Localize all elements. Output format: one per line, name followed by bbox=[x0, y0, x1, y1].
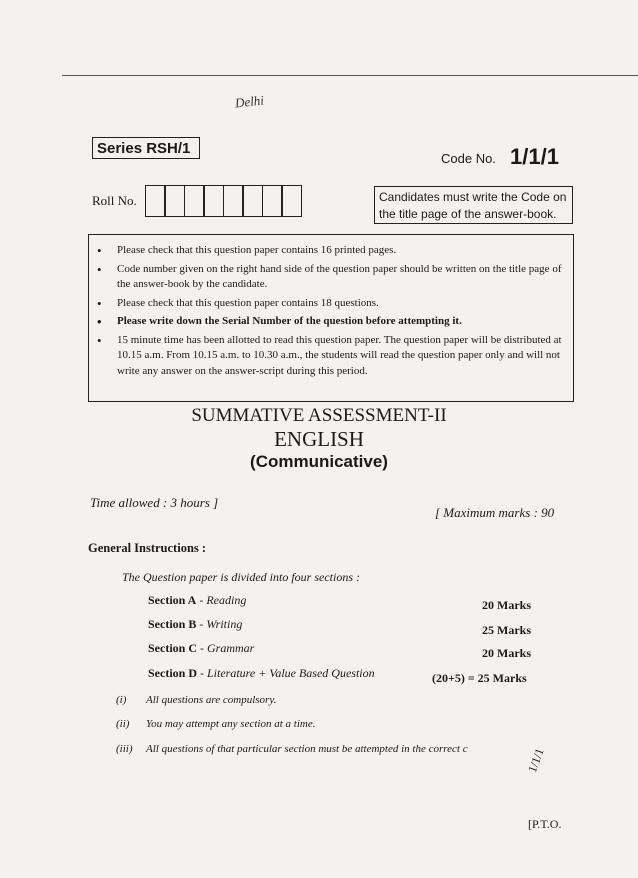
sections-intro: The Question paper is divided into four sections : bbox=[122, 570, 360, 584]
roll-number-box bbox=[145, 185, 166, 217]
note-item bbox=[116, 718, 316, 730]
section-name: Section A bbox=[148, 593, 197, 607]
section-row bbox=[148, 641, 254, 656]
instruction-text: 15 minute time has been allotted to read this question paper. The question paper will be distributed at 10.15 a.m. From 10.15 a.m. to 10.30 a.m., the students will read the question paper only and will not write any answer on the answer-script during this period. bbox=[117, 333, 562, 377]
section-desc: - Literature + Value Based Question bbox=[200, 666, 375, 680]
side-code-stamp: 1/1/1 bbox=[525, 746, 547, 775]
section-desc: - Reading bbox=[199, 593, 247, 607]
roll-number-label: Roll No. bbox=[92, 193, 137, 208]
roll-number-box bbox=[262, 185, 283, 217]
note-item bbox=[116, 694, 277, 706]
section-name: Section B bbox=[148, 617, 197, 631]
note-number: (ii) bbox=[116, 718, 130, 730]
roll-number-box bbox=[203, 185, 224, 217]
note-item bbox=[116, 743, 468, 755]
roll-number-box bbox=[164, 185, 185, 217]
instruction-text: Please check that this question paper contains 18 questions. bbox=[117, 296, 379, 309]
section-marks: 25 Marks bbox=[482, 623, 531, 637]
note-number: (iii) bbox=[116, 743, 133, 755]
section-marks: 20 Marks bbox=[482, 646, 531, 660]
roll-number-box bbox=[223, 185, 244, 217]
title-assessment: SUMMATIVE ASSESSMENT-II bbox=[191, 405, 447, 426]
note-text: You may attempt any section at a time. bbox=[146, 718, 316, 730]
note-number: (i) bbox=[116, 694, 127, 706]
section-row bbox=[148, 666, 375, 681]
instruction-text: Code number given on the right hand side of the question paper should be written on the title page of the answer-book by the candidate. bbox=[117, 262, 562, 290]
candidates-note: Candidates must write the Code on the title page of the answer-book. bbox=[374, 186, 573, 224]
roll-number-box bbox=[184, 185, 205, 217]
time-allowed: Time allowed : 3 hours ] bbox=[90, 495, 219, 510]
title-variant: (Communicative) bbox=[250, 452, 388, 471]
title-subject: ENGLISH bbox=[274, 427, 364, 451]
section-desc: - Grammar bbox=[200, 641, 255, 655]
code-label: Code No. bbox=[441, 151, 496, 166]
note-text: All questions of that particular section must be attempted in the correct c bbox=[146, 743, 468, 755]
section-row bbox=[148, 617, 242, 632]
note-text: All questions are compulsory. bbox=[146, 694, 277, 706]
section-marks: (20+5) = 25 Marks bbox=[432, 671, 527, 685]
instruction-item: • Please write down the Serial Number of the question before attempting it. bbox=[97, 314, 462, 329]
general-instructions-heading: General Instructions : bbox=[88, 541, 207, 555]
instruction-item: • Please check that this question paper contains 16 printed pages. bbox=[97, 243, 397, 258]
instruction-item: • Please check that this question paper contains 18 questions. bbox=[97, 295, 379, 311]
instruction-text: Please check that this question paper contains 16 printed pages. bbox=[117, 244, 397, 256]
page-top-line bbox=[62, 75, 638, 76]
section-row bbox=[148, 593, 246, 608]
section-marks: 20 Marks bbox=[482, 598, 531, 612]
series-label: Series RSH/1 bbox=[92, 137, 200, 159]
please-turn-over: [P.T.O. bbox=[528, 817, 562, 831]
section-name: Section D bbox=[148, 666, 197, 680]
roll-number-boxes bbox=[146, 185, 302, 217]
instruction-item: • Code number given on the right hand side of the question paper should be written on the title page of the answer-book by the candidate. bbox=[97, 261, 562, 290]
instruction-item: • 15 minute time has been allotted to read this question paper. The question paper will be distributed at 10.15 a.m. From 10.15 a.m. to 10.30 a.m., the students will read the question paper only and will not write any answer on the answer-script during this period. bbox=[97, 332, 562, 377]
section-desc: - Writing bbox=[199, 617, 243, 631]
instructions-box bbox=[88, 234, 574, 402]
section-name: Section C bbox=[148, 641, 197, 655]
roll-number-box bbox=[281, 185, 302, 217]
code-value: 1/1/1 bbox=[510, 144, 559, 169]
instruction-text: Please write down the Serial Number of the question before attempting it. bbox=[117, 315, 462, 327]
roll-number-box bbox=[242, 185, 263, 217]
handwritten-note: Delhi bbox=[234, 92, 265, 111]
maximum-marks: [ Maximum marks : 90 bbox=[435, 505, 555, 520]
